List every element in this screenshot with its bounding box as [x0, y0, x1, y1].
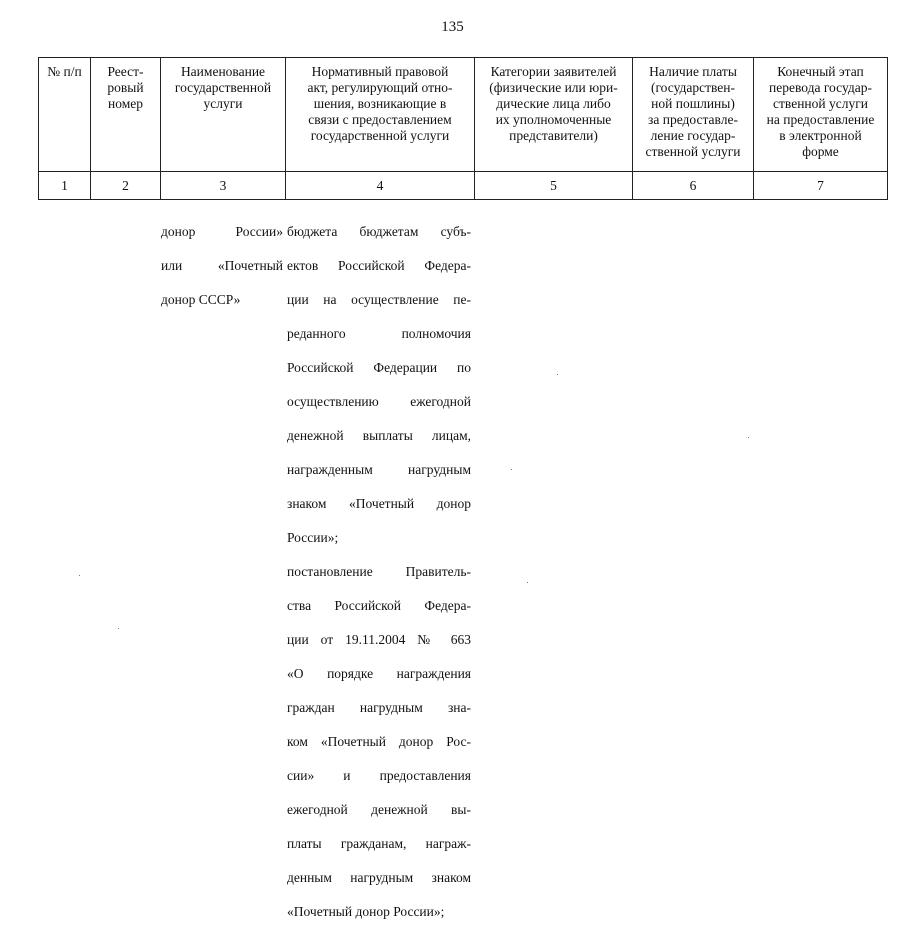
- scan-speck: [511, 469, 512, 470]
- services-table-header: [38, 57, 888, 200]
- header-cell-registry: [91, 58, 161, 172]
- text-line: знаком «Почетный донор: [287, 496, 471, 511]
- text-line: «О порядке награждения: [287, 666, 471, 681]
- scan-speck: [79, 575, 80, 576]
- scan-speck: [118, 628, 119, 629]
- text-line: донор России»: [161, 224, 283, 239]
- text-line: граждан нагрудным зна-: [287, 700, 471, 715]
- text-line: Российской Федерации по: [287, 360, 471, 375]
- header-cell-final-stage: [754, 58, 888, 172]
- column-number: 4: [286, 172, 475, 200]
- text-line: ком «Почетный донор Рос-: [287, 734, 471, 749]
- page-number: 135: [441, 19, 464, 35]
- text-line: платы гражданам, награж-: [287, 836, 471, 851]
- text-line: ежегодной денежной вы-: [287, 802, 471, 817]
- header-cell-applicants: [475, 58, 633, 172]
- header-legal-act-text: Нормативный правовой акт, регулирующий отно- шения, возникающие в связи с предоставлением государственной услуги: [307, 64, 453, 143]
- text-line: ции на осуществление пе-: [287, 292, 471, 307]
- legal-act-continuation: [287, 206, 471, 937]
- text-line: ции от 19.11.2004 № 663: [287, 632, 471, 647]
- text-line: ектов Российской Федера-: [287, 258, 471, 273]
- scan-speck: [748, 437, 749, 438]
- column-number: 1: [39, 172, 91, 200]
- text-line: награжденным нагрудным: [287, 462, 471, 477]
- text-line: сии» и предоставления: [287, 768, 471, 783]
- header-row: [39, 58, 888, 172]
- column-number: 7: [754, 172, 888, 200]
- header-cell-fee: [633, 58, 754, 172]
- column-number: 6: [633, 172, 754, 200]
- header-service-name-text: Наименование государственной услуги: [174, 64, 272, 111]
- header-cell-legal-act: [286, 58, 475, 172]
- scan-speck: [527, 582, 528, 583]
- text-line: денным нагрудным знаком: [287, 870, 471, 885]
- service-name-continuation: [161, 206, 283, 325]
- text-line: бюджета бюджетам субъ-: [287, 224, 471, 239]
- text-line: России»;: [287, 530, 339, 545]
- header-cell-service-name: [161, 58, 286, 172]
- text-line: ства Российской Федера-: [287, 598, 471, 613]
- scan-speck: [557, 374, 558, 375]
- column-number: 3: [161, 172, 286, 200]
- column-number: 5: [475, 172, 633, 200]
- column-number: 2: [91, 172, 161, 200]
- header-cell-number: [39, 58, 91, 172]
- header-final-stage-text: Конечный этап перевода государ- ственной услуги на предоставление в электронной форме: [766, 64, 875, 159]
- text-line: осуществлению ежегодной: [287, 394, 471, 409]
- text-line: или «Почетный: [161, 258, 283, 273]
- header-number-text: № п/п: [47, 64, 82, 79]
- header-applicants-text: Категории заявителей (физические или юри- дические лица либо их уполномоченные представители): [489, 64, 618, 143]
- text-line: донор СССР»: [161, 292, 241, 307]
- text-line: денежной выплаты лицам,: [287, 428, 471, 443]
- column-number-row: [39, 172, 888, 200]
- header-fee-text: Наличие платы (государствен- ной пошлины) за предоставле- ление государ- ственной услуги: [645, 64, 741, 159]
- text-line: постановление Правитель-: [287, 564, 471, 579]
- text-line: «Почетный донор России»;: [287, 904, 445, 919]
- text-line: реданного полномочия: [287, 326, 471, 341]
- header-registry-text: Реест- ровый номер: [107, 64, 144, 111]
